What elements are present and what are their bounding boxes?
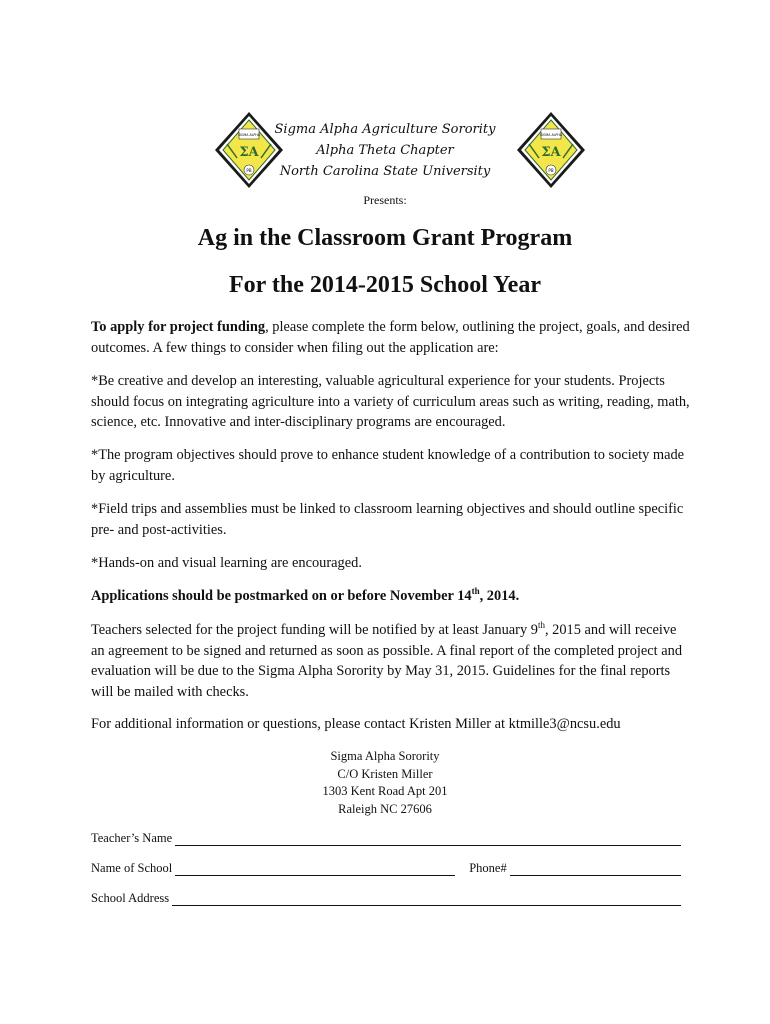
university-name: North Carolina State University (279, 164, 491, 179)
phone-field[interactable] (510, 863, 681, 876)
school-address-field[interactable] (172, 893, 681, 906)
address-line-3: 1303 Kent Road Apt 201 (322, 784, 448, 798)
bullet-field-trips: *Field trips and assemblies must be linked to classroom learning objectives and should outline specific pre- and post-activities. (91, 501, 684, 538)
teacher-name-field[interactable] (175, 833, 681, 846)
org-header (250, 119, 520, 182)
notification-paragraph (91, 620, 691, 702)
phone-label: Phone# (469, 861, 507, 875)
deadline-sup: th (471, 586, 480, 597)
school-address-row (91, 888, 681, 906)
crest-top-text: SIGMA ALPHA (540, 133, 562, 137)
teacher-name-row (91, 828, 681, 846)
contact-paragraph: For additional information or questions, please contact Kristen Miller at ktmille3@ncsu.edu (91, 716, 621, 732)
teacher-name-label: Teacher’s Name (91, 831, 173, 845)
notification-sup: th (537, 620, 545, 631)
sigma-alpha-crest-right-icon (515, 110, 587, 190)
address-line-4: Raleigh NC 27606 (338, 801, 432, 816)
bullet-objectives: *The program objectives should prove to enhance student knowledge of a contribution to society made by agriculture. (91, 447, 685, 484)
bullet-hands-on: *Hands-on and visual learning are encouraged. (91, 555, 362, 571)
school-name-label: Name of School (91, 861, 173, 875)
bullet-creative: *Be creative and develop an interesting, valuable agricultural experience for your students. Projects should focus on integrating agriculture into a variety of curriculum areas such as writing, reading, math, science, etc. Innovative and inter-disciplinary programs are encouraged. (91, 373, 690, 430)
org-name: Sigma Alpha Agriculture Sorority (274, 122, 496, 137)
deadline-text: Applications should be postmarked on or before November 14 (91, 588, 472, 604)
crest-symbol: ΣΑ (239, 145, 259, 160)
presents-label: Presents: (363, 193, 407, 207)
school-address-label: School Address (91, 891, 170, 905)
crest-bottom-text: PB (246, 168, 252, 173)
page-subtitle: For the 2014-2015 School Year (229, 272, 541, 298)
crest-top-text: SIGMA ALPHA (238, 133, 260, 137)
crest-symbol: ΣΑ (541, 145, 561, 160)
page-title: Ag in the Classroom Grant Program (197, 225, 573, 251)
address-line-1: Sigma Alpha Sorority (330, 749, 440, 763)
crest-bottom-text: PB (548, 168, 554, 173)
address-line-2: C/O Kristen Miller (337, 766, 433, 781)
notification-text: Teachers selected for the project funding will be notified by at least January 9 (91, 622, 538, 638)
deadline-notice (91, 586, 691, 607)
notification-rest: , 2015 and will receive an agreement to be signed and returned as soon as possible. A final report of the completed project and evaluation will be due to the Sigma Alpha Sorority by May 31, 2015. Guidelines for the final reports will be mailed with checks. (91, 622, 683, 700)
intro-bold-lead: To apply for project funding (91, 319, 266, 335)
chapter-name: Alpha Theta Chapter (316, 143, 454, 158)
school-name-row (91, 858, 681, 876)
school-name-field[interactable] (175, 863, 455, 876)
deadline-year: , 2014. (479, 588, 520, 604)
intro-paragraph (91, 317, 691, 358)
mailing-address (250, 748, 520, 818)
intro-rest: , please complete the form below, outlining the project, goals, and desired outcomes. A few things to consider when filing out the application are: (91, 319, 690, 356)
